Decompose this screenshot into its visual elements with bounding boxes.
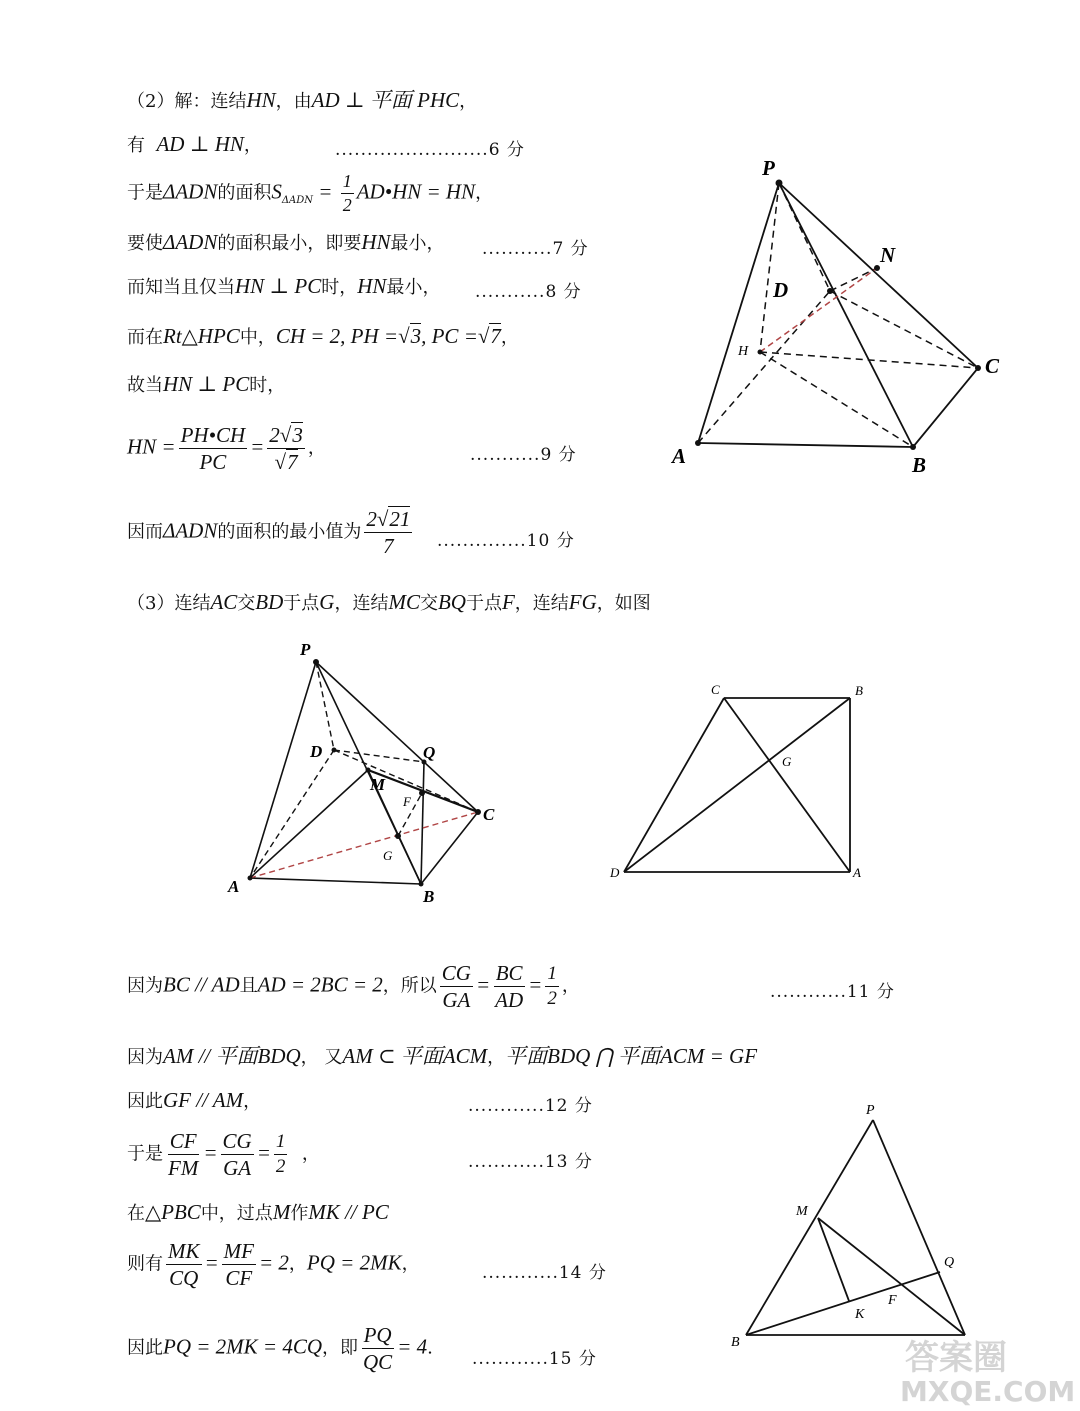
part2-line-area-formula: 于是ΔADN的面积$S_{\Delta ADN}$ = $\frac{1}{2}$ AD•HN = HN， bbox=[127, 171, 494, 215]
fig1-label-d: D bbox=[773, 278, 789, 302]
watermark-logo: 答案圈 bbox=[905, 1338, 1007, 1378]
part3-header: （3）连结AC交BD于点G，连结MC交BQ于点F，连结FG，如图 bbox=[127, 590, 651, 614]
fig2-label-p: P bbox=[300, 640, 311, 659]
fig1-label-b: B bbox=[912, 453, 927, 477]
part3-line-mk-parallel: 在△PBC中，过点M作MK // PC bbox=[127, 1200, 389, 1224]
figure-pyramid-hn bbox=[660, 150, 1020, 480]
score-7: ...........7 分 bbox=[482, 239, 589, 259]
part2-line-ad-perp-hn: 有 AD ⊥ HN， bbox=[127, 132, 262, 156]
fig4-label-k: K bbox=[855, 1307, 865, 1322]
part2-line-right-triangle: 而在Rt△HPC中，CH = 2, PH =√3, PC =√7， bbox=[127, 324, 519, 348]
part2-line-minimize: 要使ΔADN的面积最小，即要HN最小， bbox=[127, 230, 445, 254]
fig2-label-c: C bbox=[483, 805, 495, 824]
fig4-label-m: M bbox=[796, 1204, 808, 1219]
fig1-label-a: A bbox=[672, 444, 687, 468]
fig2-label-a: A bbox=[228, 877, 240, 896]
part3-line-conclusion: 因此PQ = 2MK = 4CQ，即 $\frac{PQ}{QC}$ = 4. bbox=[127, 1323, 433, 1375]
fig3-label-g: G bbox=[782, 754, 792, 769]
score-12: ............12 分 bbox=[468, 1096, 593, 1116]
fig2-label-b: B bbox=[423, 887, 435, 906]
fig1-label-c: C bbox=[985, 354, 1000, 378]
part2-line-hn-value: HN = $\frac{PH•CH}{PC}$ = $\frac{2√3}{√7}$ ， bbox=[127, 423, 326, 475]
fig4-label-q: Q bbox=[944, 1255, 955, 1270]
part2-line-therefore: 故当HN ⊥ PC时， bbox=[127, 372, 286, 396]
part2-line-iff: 而知当且仅当HN ⊥ PC时，HN最小， bbox=[127, 274, 441, 298]
score-15: ............15 分 bbox=[472, 1349, 597, 1369]
fig2-label-f: F bbox=[403, 794, 411, 809]
fig1-label-h: H bbox=[738, 344, 749, 359]
figure-pyramid-qmfg bbox=[220, 630, 510, 910]
part3-line-cf-fm: 于是 $\frac{CF}{FM}$ = $\frac{CG}{GA}$ = $\frac{1}{2}$ ， bbox=[127, 1129, 320, 1181]
fig2-label-m: M bbox=[370, 775, 386, 794]
figure-triangle-pbc bbox=[720, 1095, 980, 1355]
part3-line-planes: 因为AM // 平面BDQ， 又AM ⊂ 平面ACM，平面BDQ ⋂ 平面ACM = GF bbox=[127, 1044, 758, 1068]
fig2-label-q: Q bbox=[423, 743, 436, 762]
part3-line-mk-cq: 则有 $\frac{MK}{CQ}$ = $\frac{MF}{CF}$ = 2，PQ = 2MK， bbox=[127, 1239, 420, 1291]
fig3-label-a: A bbox=[853, 865, 861, 880]
fig4-label-f: F bbox=[888, 1293, 897, 1308]
score-11: ............11 分 bbox=[770, 982, 895, 1002]
fig1-label-n: N bbox=[880, 243, 896, 267]
fig3-label-b: B bbox=[855, 683, 863, 698]
score-14: ............14 分 bbox=[482, 1263, 607, 1283]
part3-line-gf-parallel: 因此GF // AM， bbox=[127, 1088, 262, 1112]
part2-header: （2）解：连结HN，由AD ⊥ 平面 PHC， bbox=[127, 88, 478, 112]
part2-line-min-area: 因而ΔADN的面积的最小值为 $\frac{2√21}{7}$ bbox=[127, 507, 411, 559]
figure-trapezoid-base bbox=[600, 675, 880, 890]
score-6: ........................6 分 bbox=[335, 140, 525, 160]
fig4-label-b: B bbox=[731, 1335, 740, 1350]
fig3-label-d: D bbox=[610, 865, 620, 880]
score-13: ............13 分 bbox=[468, 1152, 593, 1172]
fig2-label-d: D bbox=[310, 742, 323, 761]
score-8: ...........8 分 bbox=[475, 282, 582, 302]
watermark-url: MXQE.COM bbox=[900, 1375, 1076, 1408]
fig1-label-p: P bbox=[762, 156, 775, 180]
score-9: ...........9 分 bbox=[470, 445, 577, 465]
score-10: ..............10 分 bbox=[437, 531, 575, 551]
fig2-label-g: G bbox=[383, 848, 393, 863]
part3-line-ratio: 因为BC // AD且AD = 2BC = 2，所以 $\frac{CG}{GA}$ = $\frac{BC}{AD}$ = $\frac{1}{2}$ ， bbox=[127, 961, 580, 1013]
fig3-label-c: C bbox=[711, 682, 720, 697]
fig4-label-p: P bbox=[866, 1103, 875, 1118]
